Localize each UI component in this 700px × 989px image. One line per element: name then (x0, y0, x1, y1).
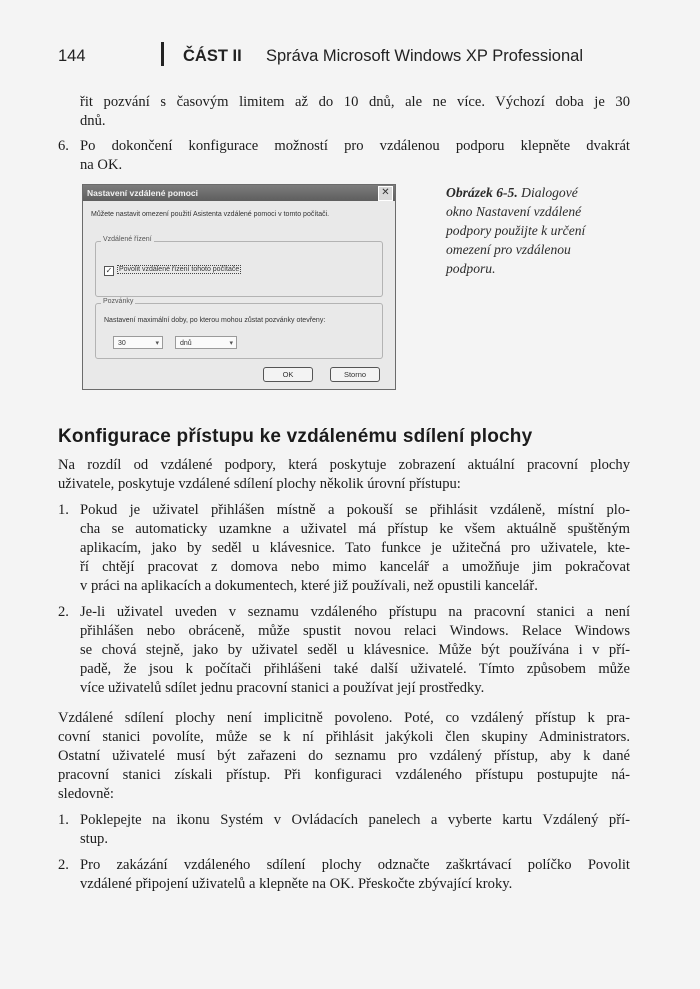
body-line: řit pozvání s časovým limitem až do 10 dnů, ale ne více. Výchozí doba je 30 (80, 94, 630, 110)
list-number: 2. (58, 857, 69, 873)
list-number: 2. (58, 604, 69, 620)
caption-line: okno Nastavení vzdálené (446, 204, 582, 219)
body-line: Poklepejte na ikonu Systém v Ovládacích panelech a vyberte kartu Vzdálený pří- (80, 812, 630, 828)
caption-line: omezení pro vzdálenou (446, 242, 571, 257)
body-line: Ostatní uživatelé musí být zařazeni do seznamu pro vzdálený přístup, aby k dané (58, 748, 630, 764)
invitations-group (95, 298, 383, 359)
body-line: Pokud je uživatel přihlášen místně a pokouší se přihlásit vzdáleně, místní plo- (80, 502, 630, 518)
caption-label: Obrázek 6-5. (446, 185, 518, 200)
body-line: stup. (80, 831, 108, 847)
body-line: přihlášen nebo obráceně, může spustit novou relaci Windows. Relace Windows (80, 623, 630, 639)
body-line: cha se automaticky uzamkne a uživatel má přístup ke všem aktuálně spuštěným (80, 521, 630, 537)
dialog-intro: Můžete nastavit omezení použití Asistenta vzdálené pomoci v tomto počítači. (91, 211, 330, 218)
body-line: více uživatelů sdílet jednu pracovní stanici a používat její prostředky. (80, 680, 485, 696)
body-line: padě, že jsou k počítači přihlášeni také další uživatelé. Tímto způsobem může (80, 661, 630, 677)
checkbox-label: Povolit vzdálené řízení tohoto počítače (119, 266, 240, 273)
duration-unit-select[interactable] (175, 336, 237, 349)
page-number: 144 (58, 47, 86, 65)
remote-assistance-dialog (82, 184, 396, 390)
cancel-button[interactable]: Storno (330, 367, 380, 382)
list-number: 6. (58, 138, 69, 154)
body-line: se chová stejně, jako by uživatel seděl u klávesnice. Může být používána i v pří- (80, 642, 630, 658)
ok-button[interactable]: OK (263, 367, 313, 382)
select-value: dnů (180, 340, 192, 347)
part-label: ČÁST II (183, 47, 242, 65)
invitation-text: Nastavení maximální doby, po kterou mohou zůstat pozvánky otevřeny: (104, 317, 326, 324)
body-line: sledovně: (58, 786, 114, 802)
duration-number-select[interactable] (113, 336, 163, 349)
body-line: pracovní stanici získali přístup. Při konfiguraci vzdáleného přístupu postupujte ná- (58, 767, 630, 783)
group-label: Vzdálené řízení (103, 236, 152, 243)
body-line: Vzdálené sdílení plochy není implicitně povoleno. Poté, co vzdálený přístup k pra- (58, 710, 630, 726)
body-line: Po dokončení konfigurace možností pro vzdálenou podporu klepněte dvakrát (80, 138, 630, 154)
caption-line: Dialogové (521, 185, 578, 200)
section-heading: Konfigurace přístupu ke vzdálenému sdílení plochy (58, 426, 533, 447)
book-title: Správa Microsoft Windows XP Professional (266, 47, 583, 65)
body-line: dnů. (80, 113, 106, 129)
remote-control-checkbox[interactable]: ✓ (105, 266, 113, 275)
body-line: vzdálené připojení uživatelů a klepněte na OK. Přeskočte zbývající kroky. (80, 876, 513, 892)
close-icon[interactable]: ✕ (378, 186, 393, 201)
body-line: v práci na aplikacích a dokumentech, které již používali, než opustili kancelář. (80, 578, 538, 594)
list-number: 1. (58, 812, 69, 828)
dialog-title: Nastavení vzdálené pomoci (83, 185, 395, 201)
running-header (58, 40, 638, 70)
header-divider (161, 42, 164, 66)
body-line: Je-li uživatel uveden v seznamu vzdáleného přístupu na pracovní stanici a není (80, 604, 630, 620)
body-line: ří chtějí pracovat z domova nebo mimo kancelář a umožňuje jim pokračovat (80, 559, 630, 575)
chevron-down-icon: ▾ (229, 340, 233, 347)
body-line: Na rozdíl od vzdálené podpory, která poskytuje zobrazení aktuální pracovní plochy (58, 457, 630, 473)
list-number: 1. (58, 502, 69, 518)
chevron-down-icon: ▾ (155, 340, 159, 347)
caption-line: podporu. (446, 261, 496, 276)
body-line: covní stanici povolíte, může se k ní přihlásit jakýkoli člen skupiny Administrators. (58, 729, 630, 745)
figure-caption (446, 183, 646, 278)
body-line: na OK. (80, 157, 123, 173)
body-line: Pro zakázání vzdáleného sdílení plochy odznačte zaškrtávací políčko Povolit (80, 857, 630, 873)
group-label: Pozvánky (103, 298, 134, 305)
caption-line: podpory použijte k určení (446, 223, 586, 238)
body-line: uživatele, poskytuje vzdálené sdílení plochy několik úrovní přístupu: (58, 476, 461, 492)
body-line: aplikacím, jako by seděl u klávesnice. Tato funkce je užitečná pro uživatele, kte- (80, 540, 630, 556)
remote-control-group (95, 236, 383, 297)
select-value: 30 (118, 340, 126, 347)
